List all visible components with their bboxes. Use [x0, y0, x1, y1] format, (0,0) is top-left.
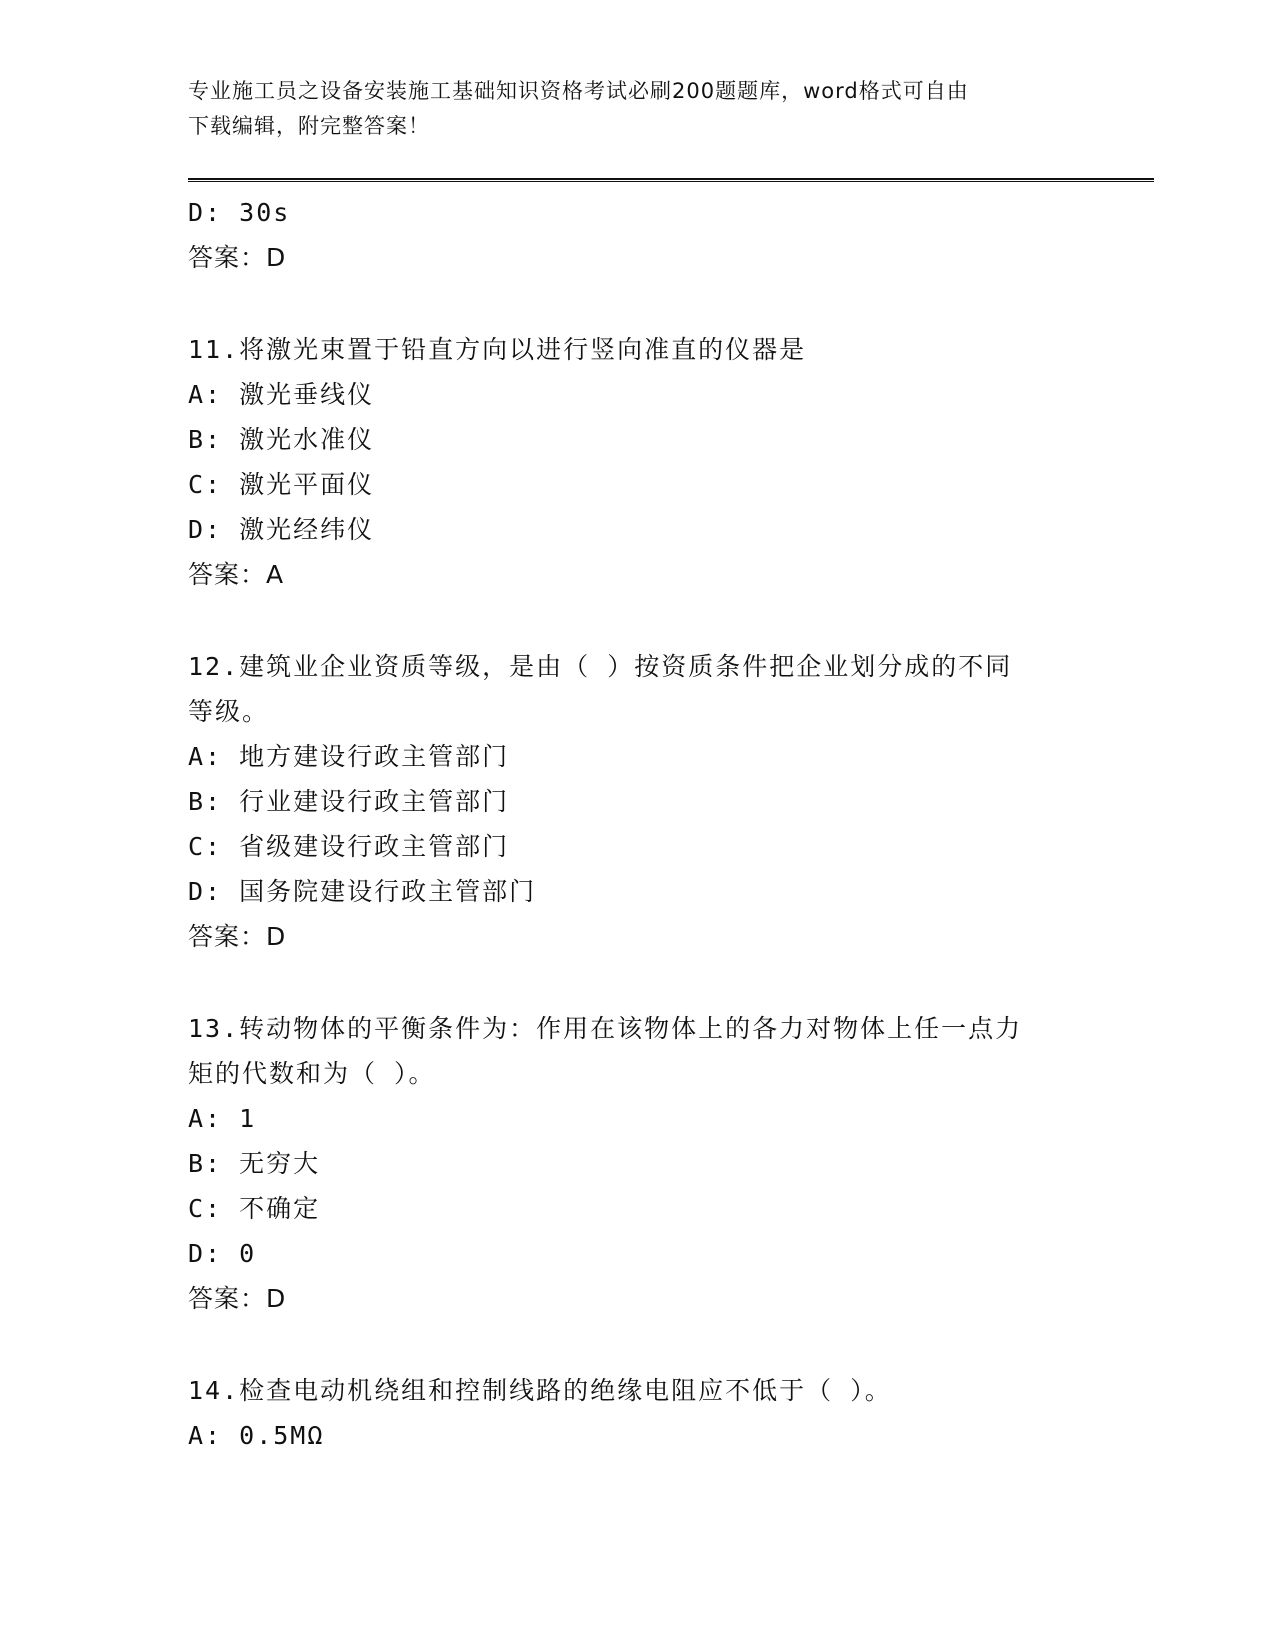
previous-question-tail	[188, 190, 1088, 280]
question-13	[188, 1006, 1088, 1321]
question-list	[188, 190, 1088, 1458]
option-a: A: 1	[188, 1104, 257, 1133]
document-header	[188, 74, 1068, 144]
option-a: A: 地方建设行政主管部门	[188, 742, 510, 771]
option-c: C: 省级建设行政主管部门	[188, 832, 510, 861]
option-b: B: 行业建设行政主管部门	[188, 787, 510, 816]
option-b: B: 激光水准仪	[188, 425, 375, 454]
option-a: A: 激光垂线仪	[188, 380, 375, 409]
option-d: D: 30s	[188, 198, 291, 227]
option-b: B: 无穷大	[188, 1149, 321, 1178]
option-d: D: 激光经纬仪	[188, 515, 375, 544]
header-divider	[188, 178, 1154, 182]
question-stem-line-2: 等级。	[188, 697, 270, 726]
option-d: D: 国务院建设行政主管部门	[188, 877, 537, 906]
header-line-1: 专业施工员之设备安装施工基础知识资格考试必刷200题题库，word格式可自由	[188, 79, 969, 103]
answer: 答案：D	[188, 1284, 287, 1313]
question-stem: 14.检查电动机绕组和控制线路的绝缘电阻应不低于（ ）。	[188, 1376, 892, 1405]
answer: 答案：D	[188, 922, 287, 951]
answer: 答案：D	[188, 243, 287, 272]
option-d: D: 0	[188, 1239, 257, 1268]
option-c: C: 不确定	[188, 1194, 321, 1223]
question-14	[188, 1368, 1088, 1458]
question-stem: 11.将激光束置于铅直方向以进行竖向准直的仪器是	[188, 335, 807, 364]
question-stem-line-1: 13.转动物体的平衡条件为：作用在该物体上的各力对物体上任一点力	[188, 1014, 1023, 1043]
question-stem-line-1: 12.建筑业企业资质等级，是由（ ）按资质条件把企业划分成的不同	[188, 652, 1013, 681]
header-line-2: 下载编辑，附完整答案！	[188, 114, 430, 138]
question-11	[188, 327, 1088, 597]
option-a: A: 0.5MΩ	[188, 1421, 325, 1450]
question-12	[188, 644, 1088, 959]
question-stem-line-2: 矩的代数和为（ ）。	[188, 1059, 436, 1088]
answer: 答案：A	[188, 560, 285, 589]
option-c: C: 激光平面仪	[188, 470, 375, 499]
